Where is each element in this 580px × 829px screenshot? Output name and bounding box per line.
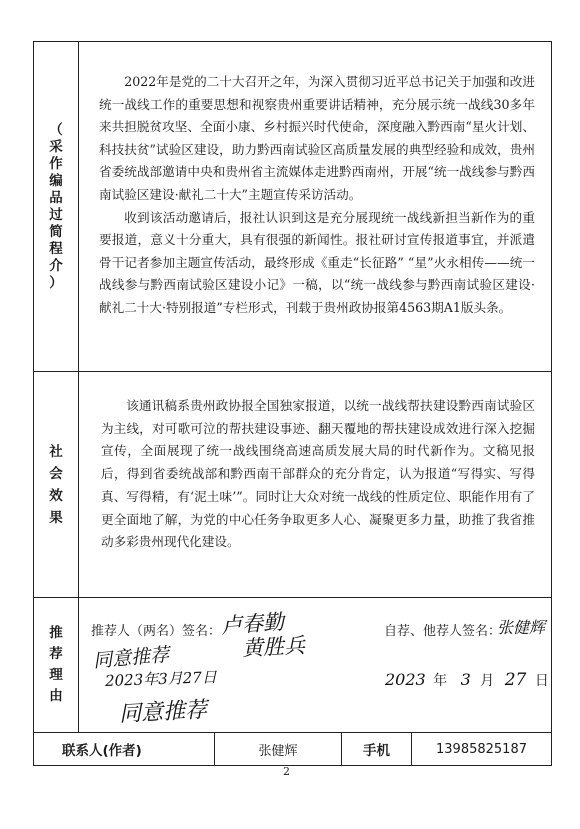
process-label-char: 简: [49, 223, 63, 240]
process-label-char: 品: [49, 189, 63, 206]
process-content: [79, 42, 552, 372]
signature-other: 张健辉: [497, 618, 546, 637]
other-recommender-label: 自荐、他荐人签名：: [384, 624, 502, 639]
contact-label: 联系人(作者): [34, 733, 215, 766]
phone-label: 手机: [342, 733, 412, 766]
recommend-label-char: 推: [49, 625, 63, 641]
process-paragraph-2: 收到该活动邀请后，报社认识到这是充分展现统一战线新担当新作为的重要报道，意义十分重大，具有很强的新闻性。报社研讨宣传报道事宜，并派遣骨干记者参加主题宣传活动，最终形成《重走“长征路” “星”火永相传——统一战线参与黔西南试验区建设小记》一稿，以“统一战线参与黔西南试验区建设·献礼二十大·特别报道”专栏形式，刊载于贵州政协报第4563期A1版头条。: [99, 209, 535, 315]
social-paragraph: 该通讯稿系贵州政协报全国独家报道，以统一战线帮扶建设黔西南试验区为主线，对可歌可泣的帮扶建设事迹、翻天覆地的帮扶建设成效进行深入挖掘宣传，全面展现了统一战线围绕高速高质发展大局的时代新作为。文稿见报后，得到省委统战部和黔西南干部群众的充分肯定，认为报道“写得实、写得真、写得精，有‘泥土味’”。同时让大众对统一战线的性质定位、职能作用有了更全面地了解，为党的中心任务争取更多人心、凝聚更多力量，助推了我省推动多彩贵州现代化建设。: [101, 398, 535, 550]
social-label-char: 社: [49, 443, 63, 460]
signature-agree-1: 同意推荐: [92, 643, 170, 673]
process-row: [34, 42, 552, 372]
date-right: [385, 670, 549, 690]
date-right-month: 3: [460, 670, 471, 689]
process-label-char: ）: [49, 274, 63, 291]
date-right-ri: 日: [534, 673, 549, 689]
process-label-char: （: [49, 121, 63, 138]
process-label-cell: [34, 42, 79, 372]
process-paragraph-1: 2022年是党的二十大召开之年，为深入贯彻习近平总书记关于加强和改进统一战线工作的重要思想和视察贵州重要讲话精神，充分展示统一战线30多年来共担脱贫攻坚、全面小康、乡村振兴时代使命，深度融入黔西南“星火计划、科技扶贫”试验区建设，助力黔西南试验区高质量发展的典型经验和成效，贵州省委统战部邀请中央和贵州省主流媒体走进黔西南州，开展“统一战线参与黔西南试验区建设·献礼二十大”主题宣传采访活动。: [99, 74, 535, 202]
contact-row: [34, 733, 552, 766]
recommend-label-char: 由: [49, 688, 63, 704]
process-label-char: 采: [49, 138, 63, 155]
social-label: [42, 441, 70, 529]
recommend-label: [42, 623, 70, 707]
social-label-char: 效: [49, 487, 63, 504]
process-label: [42, 122, 70, 292]
recommend-label-char: 理: [49, 667, 63, 683]
page-number: 2: [283, 765, 290, 778]
process-label-char: 过: [49, 206, 63, 223]
contact-name: 张健辉: [215, 733, 342, 766]
date-right-day: 27: [504, 670, 527, 690]
social-label-char: 果: [49, 509, 63, 526]
recommend-row: [34, 598, 552, 733]
social-row: [34, 372, 552, 598]
contact-phone: 13985825187: [412, 733, 552, 766]
process-label-char: 介: [49, 257, 63, 274]
entry-form-table: [33, 41, 552, 766]
recommend-label-cell: [34, 598, 79, 733]
social-content: [79, 372, 552, 598]
recommend-label-char: 荐: [49, 646, 63, 662]
date-right-yue: 月: [480, 673, 495, 689]
signature-recommender-1: 卢春勤: [220, 609, 285, 639]
social-label-cell: [34, 372, 79, 598]
process-label-char: 作: [49, 155, 63, 172]
process-label-char: 程: [49, 240, 63, 257]
recommender-label: 推荐人（两名）签名：: [91, 624, 222, 639]
date-right-year: 2023: [385, 670, 426, 689]
signature-date-left: 2023年3月27日: [104, 668, 218, 690]
recommend-content: [79, 598, 552, 733]
signature-agree-2: 同意推荐: [118, 697, 208, 728]
social-label-char: 会: [49, 465, 63, 482]
process-label-char: 编: [49, 172, 63, 189]
signature-recommender-2: 黄胜兵: [241, 633, 306, 661]
date-right-nian: 年: [433, 673, 448, 689]
